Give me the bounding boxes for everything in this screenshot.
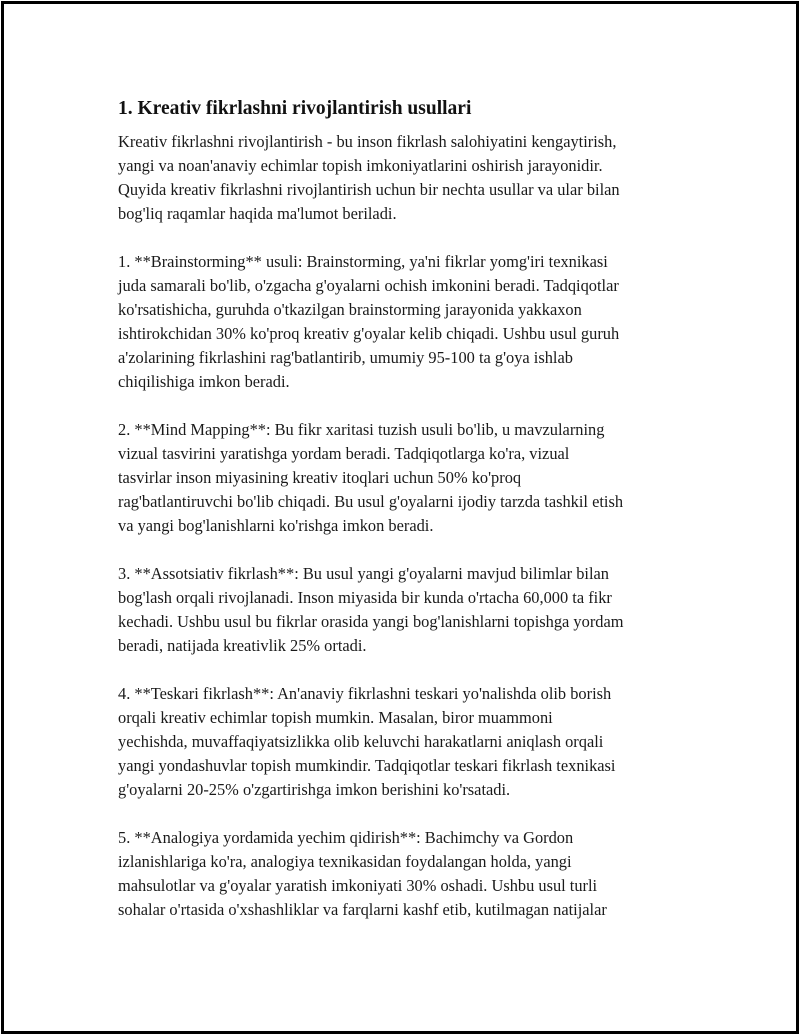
text-line: yechishda, muvaffaqiyatsizlikka olib keluvchi harakatlarni aniqlash orqali (118, 732, 604, 751)
text-line: izlanishlariga ko'ra, analogiya texnikasidan foydalangan holda, yangi (118, 852, 572, 871)
text-line: bog'lash orqali rivojlanadi. Inson miyasida bir kunda o'rtacha 60,000 ta fikr (118, 588, 612, 607)
brainstorming-paragraph (118, 250, 698, 394)
text-line: orqali kreativ echimlar topish mumkin. Masalan, biror muammoni (118, 708, 553, 727)
text-line: yangi yondashuvlar topish mumkindir. Tadqiqotlar teskari fikrlash texnikasi (118, 756, 616, 775)
text-line: mahsulotlar va g'oyalar yaratish imkoniyati 30% oshadi. Ushbu usul turli (118, 876, 598, 895)
text-line: 3. **Assotsiativ fikrlash**: Bu usul yangi g'oyalarni mavjud bilimlar bilan (118, 564, 609, 583)
text-line: kechadi. Ushbu usul bu fikrlar orasida yangi bog'lanishlarni topishga yordam (118, 612, 624, 631)
text-line: 4. **Teskari fikrlash**: An'anaviy fikrlashni teskari yo'nalishda olib borish (118, 684, 612, 703)
text-line: ishtirokchidan 30% ko'proq kreativ g'oyalar kelib chiqadi. Ushbu usul guruh (118, 324, 620, 343)
text-line: beradi, natijada kreativlik 25% ortadi. (118, 636, 367, 655)
text-line: 2. **Mind Mapping**: Bu fikr xaritasi tuzish usuli bo'lib, u mavzularning (118, 420, 605, 439)
text-line: juda samarali bo'lib, o'zgacha g'oyalarni ochish imkonini beradi. Tadqiqotlar (118, 276, 619, 295)
text-line: va yangi bog'lanishlarni ko'rishga imkon beradi. (118, 516, 434, 535)
text-line: tasvirlar inson miyasining kreativ itoqlari uchun 50% ko'proq (118, 468, 522, 487)
text-line: g'oyalarni 20-25% o'zgartirishga imkon berishini ko'rsatadi. (118, 780, 511, 799)
text-line: bog'liq raqamlar haqida ma'lumot beriladi. (118, 204, 397, 223)
analogy-paragraph (118, 826, 698, 922)
text-line: Quyida kreativ fikrlashni rivojlantirish uchun bir nechta usullar va ular bilan (118, 180, 620, 199)
intro-paragraph (118, 130, 698, 226)
text-line: chiqilishiga imkon beradi. (118, 372, 290, 391)
mind-mapping-paragraph (118, 418, 698, 538)
text-line: rag'batlantiruvchi bo'lib chiqadi. Bu usul g'oyalarni ijodiy tarzda tashkil etish (118, 492, 624, 511)
paragraph-list (118, 130, 698, 922)
text-line: vizual tasvirini yaratishga yordam beradi. Tadqiqotlarga ko'ra, vizual (118, 444, 570, 463)
document-body (118, 97, 698, 946)
associative-thinking-paragraph (118, 562, 698, 658)
text-line: 5. **Analogiya yordamida yechim qidirish**: Bachimchy va Gordon (118, 828, 574, 847)
text-line: ko'rsatishicha, guruhda o'tkazilgan brainstorming jarayonida yakkaxon (118, 300, 582, 319)
text-line: Kreativ fikrlashni rivojlantirish - bu inson fikrlash salohiyatini kengaytirish, (118, 132, 617, 151)
reverse-thinking-paragraph (118, 682, 698, 802)
text-line: sohalar o'rtasida o'xshashliklar va farqlarni kashf etib, kutilmagan natijalar (118, 900, 607, 919)
document-title: 1. Kreativ fikrlashni rivojlantirish usullari (118, 98, 472, 119)
text-line: yangi va noan'anaviy echimlar topish imkoniyatlarini oshirish jarayonidir. (118, 156, 603, 175)
text-line: 1. **Brainstorming** usuli: Brainstorming, ya'ni fikrlar yomg'iri texnikasi (118, 252, 608, 271)
text-line: a'zolarining fikrlashini rag'batlantirib, umumiy 95-100 ta g'oya ishlab (118, 348, 573, 367)
